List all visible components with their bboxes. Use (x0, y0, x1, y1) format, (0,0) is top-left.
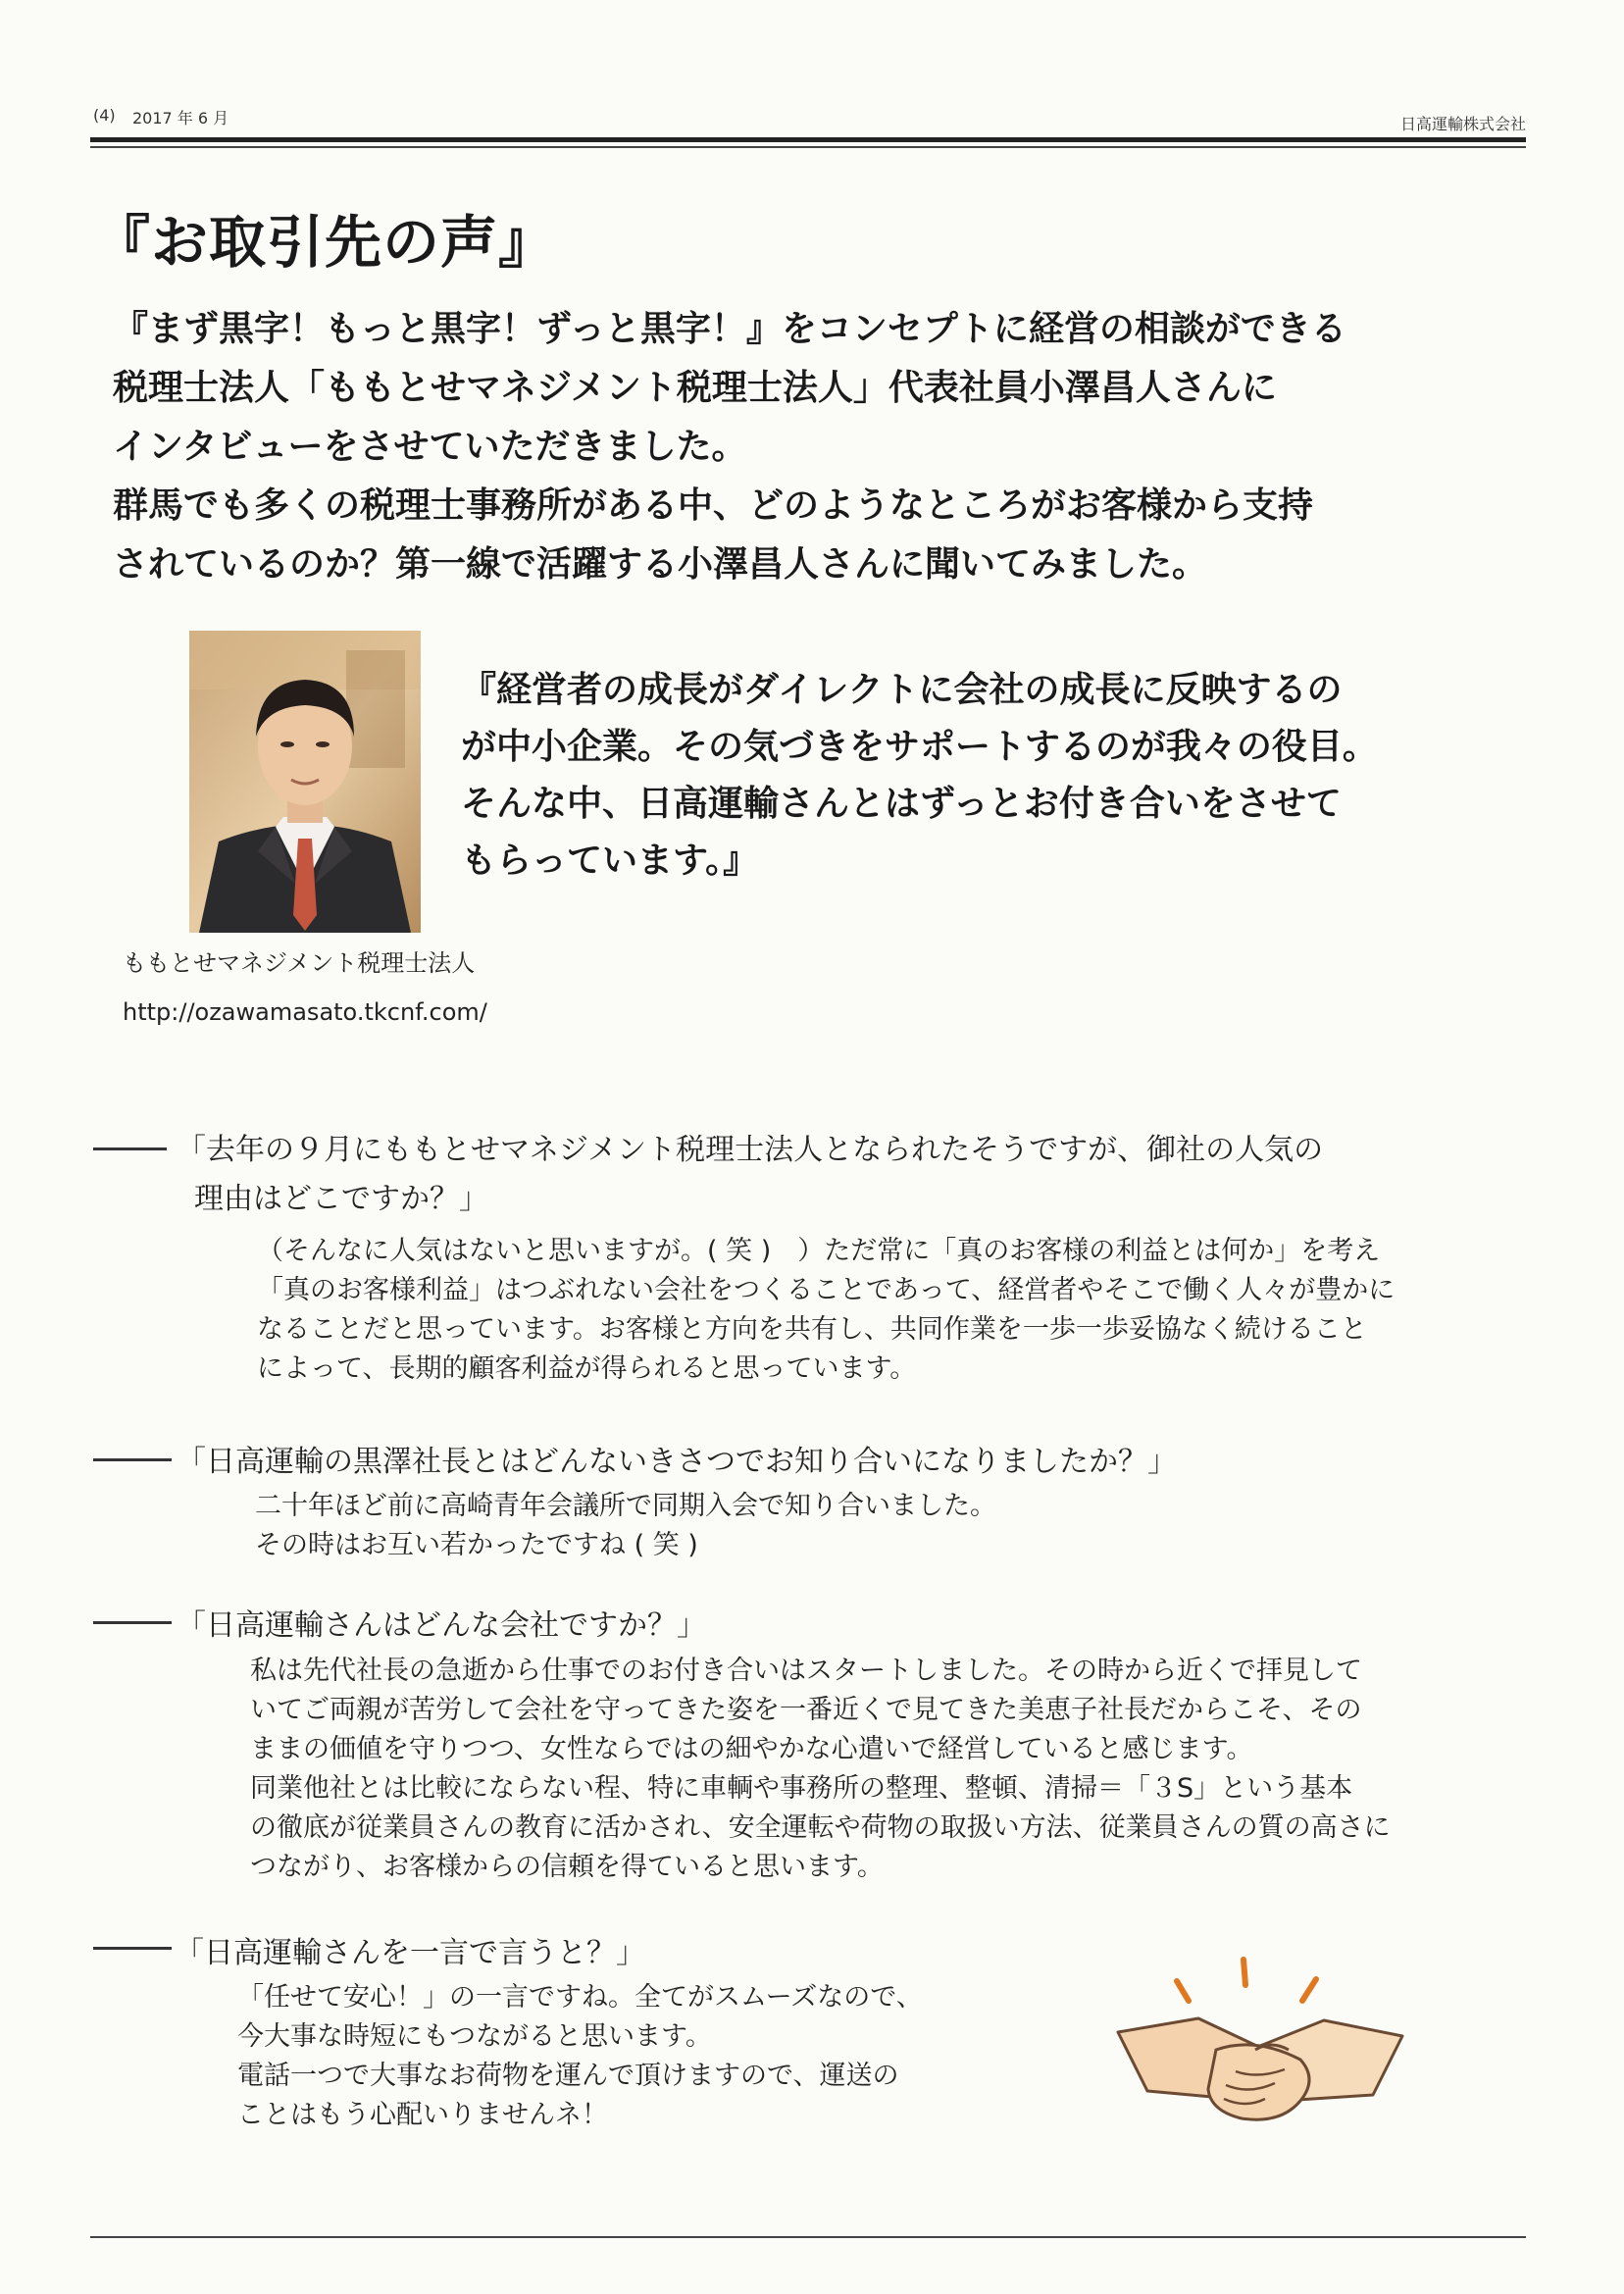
intro-line: インタビューをさせていただきました。 (113, 427, 747, 467)
answer-line: 「真のお客様利益」はつぶれない会社をつくることであって、経営者やそこで働く人々が豊かに (257, 1275, 1396, 1305)
portrait-illustration (189, 631, 421, 933)
answer-2 (255, 1487, 996, 1565)
quote-line: 『経営者の成長がダイレクトに会社の成長に反映するの (461, 670, 1343, 710)
pull-quote (461, 662, 1378, 890)
answer-line: その時はお互い若かったですね ( 笑 ) (255, 1530, 698, 1560)
question-4 (175, 1929, 645, 1978)
header-rule-thin (90, 146, 1526, 148)
question-dash (93, 1147, 167, 1150)
caption-org: ももとせマネジメント税理士法人 (123, 949, 476, 977)
answer-3 (250, 1652, 1391, 1887)
question-line: 理由はどこですか？」 (194, 1182, 488, 1216)
portrait-photo (189, 631, 421, 933)
page-number: (4) (93, 106, 116, 125)
answer-line: 私は先代社長の急逝から仕事でのお付き合いはスタートしました。その時から近くで拝見して (250, 1656, 1362, 1686)
question-line: 「日高運輸の黒澤社長とはどんないきさつでお知り合いになりましたか？」 (177, 1445, 1177, 1479)
answer-line: いてご両親が苦労して会社を守ってきた姿を一番近くで見てきた美恵子社長だからこそ、その (250, 1695, 1362, 1725)
intro-line: されているのか？第一線で活躍する小澤昌人さんに聞いてみました。 (113, 544, 1208, 585)
question-3 (177, 1602, 706, 1651)
question-1 (177, 1126, 1323, 1224)
answer-line: つながり、お客様からの信頼を得ていると思います。 (250, 1852, 884, 1882)
footer-rule (90, 2236, 1526, 2238)
header-rule-thick (90, 137, 1526, 142)
intro-line: 『まず黒字！もっと黒字！ずっと黒字！』をコンセプトに経営の相談ができる (113, 309, 1346, 349)
company-name: 日高運輸株式会社 (1399, 115, 1526, 133)
intro-line: 群馬でも多くの税理士事務所がある中、どのようなところがお客様から支持 (113, 485, 1314, 526)
question-dash (93, 1947, 172, 1950)
answer-line: 電話一つで大事なお荷物を運んで頂けますので、運送の (237, 2061, 899, 2091)
answer-line: 二十年ほど前に高崎青年会議所で同期入会で知り合いました。 (255, 1491, 996, 1521)
question-dash (93, 1621, 172, 1624)
issue-date: 2017 年 6 月 (132, 109, 229, 127)
answer-line: 今大事な時短にもつながると思います。 (237, 2021, 712, 2052)
answer-line: なることだと思っています。お客様と方向を共有し、共同作業を一歩一歩妥協なく続けること (257, 1314, 1367, 1345)
page-title: 『お取引先の声』 (93, 209, 557, 276)
question-line: 「日高運輸さんを一言で言うと？」 (175, 1936, 645, 1970)
answer-line: ことはもう心配いりませんネ！ (237, 2100, 608, 2130)
quote-line: が中小企業。その気づきをサポートするのが我々の役目。 (461, 727, 1378, 767)
question-line: 「去年の９月にももとせマネジメント税理士法人となられたそうですが、御社の人気の (177, 1133, 1324, 1167)
question-line: 「日高運輸さんはどんな会社ですか？」 (177, 1608, 706, 1643)
answer-line: 「任せて安心！」の一言ですね。全てがスムーズなので、 (237, 1982, 923, 2013)
answer-line: ままの価値を守りつつ、女性ならではの細やかな心遣いで経営していると感じます。 (250, 1734, 1253, 1764)
answer-line: の徹底が従業員さんの教育に活かされ、安全運転や荷物の取扱い方法、従業員さんの質の高さに (250, 1812, 1391, 1843)
answer-1 (257, 1232, 1395, 1389)
caption-url[interactable]: http://ozawamasato.tkcnf.com/ (123, 998, 487, 1026)
handshake-icon (1108, 1952, 1412, 2158)
answer-line: （そんなに人気はないと思いますが。( 笑 ) ）ただ常に「真のお客様の利益とは何か」を考え (257, 1236, 1381, 1266)
handshake-illustration (1108, 1952, 1412, 2158)
quote-line: もらっています。』 (461, 841, 759, 881)
photo-caption (123, 939, 487, 1037)
answer-line: によって、長期的顧客利益が得られると思っています。 (257, 1353, 917, 1384)
answer-4 (237, 1978, 923, 2135)
question-2 (177, 1438, 1177, 1487)
answer-line: 同業他社とは比較にならない程、特に車輌や事務所の整理、整頓、清掃＝「３S」という基本 (250, 1773, 1353, 1804)
intro-line: 税理士法人「ももとせマネジメント税理士法人」代表社員小澤昌人さんに (113, 368, 1277, 408)
intro-paragraph (113, 300, 1346, 594)
quote-line: そんな中、日高運輸さんとはずっとお付き合いをさせて (461, 784, 1342, 824)
question-dash (93, 1458, 172, 1461)
